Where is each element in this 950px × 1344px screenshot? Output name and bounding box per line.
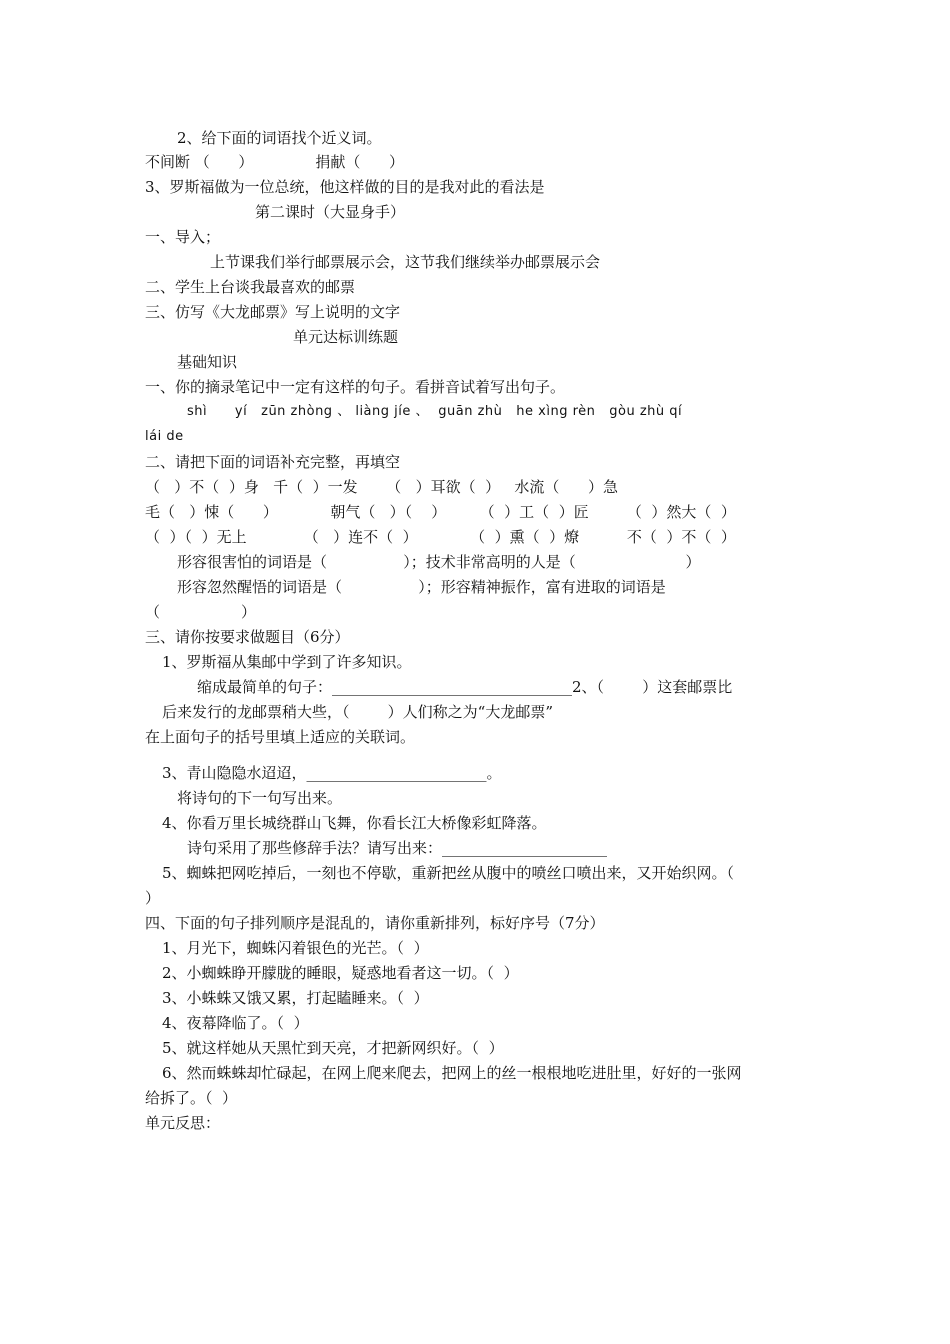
part3-item5-paren: ） [145, 889, 161, 907]
part3-heading: 三、请你按要求做题目（6分） [145, 628, 350, 646]
part3-item2-instruction: 在上面句子的括号里填上适应的关联词。 [145, 728, 416, 746]
idiom-row-3: （ ）（ ）无上 （ ）连不（ ） （ ）熏（ ）燎 不（ ）不（ ） [145, 528, 736, 546]
section-intro: 一、导入； [145, 228, 221, 246]
basic-knowledge: 基础知识 [177, 353, 238, 371]
lesson2-title: 第二课时（大显身手） [255, 203, 406, 221]
unit-reflection: 单元反思： [145, 1114, 221, 1132]
idiom-row-2: 毛（ ）悚（ ） 朝气（ ）（ ） （ ）工（ ）匠 （ ）然大（ ） [145, 503, 736, 521]
part4-item3: 3、小蛛蛛又饿又累，打起瞌睡来。（ ） [162, 989, 429, 1007]
q2-synonym-blanks: 不间断 （ ） 捐献（ ） [145, 153, 404, 171]
section-students: 二、学生上台谈我最喜欢的邮票 [145, 278, 356, 296]
part4-item6: 6、然而蛛蛛却忙碌起，在网上爬来爬去，把网上的丝一根根地吃进肚里，好好的一张网 [162, 1064, 742, 1082]
part3-item4: 4、你看万里长城绕群山飞舞，你看长江大桥像彩虹降落。 [162, 814, 547, 832]
unit-test-title: 单元达标训练题 [293, 328, 399, 346]
part4-item1: 1、月光下，蜘蛛闪着银色的光芒。（ ） [162, 939, 429, 957]
q3-roosevelt: 3、罗斯福做为一位总统，他这样做的目的是我对此的看法是 [145, 178, 545, 196]
part1-heading: 一、你的摘录笔记中一定有这样的句子。看拼音试着写出句子。 [145, 378, 566, 396]
intro-text: 上节课我们举行邮票展示会，这节我们继续举办邮票展示会 [210, 253, 601, 271]
pinyin-line-1: shì yí zūn zhòng 、 liàng jíe 、 guān zhù he xìng rèn gòu zhù qí [187, 404, 683, 419]
pinyin-line-2: lái de [145, 429, 184, 444]
part3-item5: 5、蜘蛛把网吃掉后，一刻也不停歇，重新把丝从腹中的喷丝口喷出来，又开始织网。（ [162, 864, 735, 882]
fill-spirit-blank: （ ） [145, 603, 257, 621]
part4-item4: 4、夜幕降临了。（ ） [162, 1014, 309, 1032]
part4-item2: 2、小蜘蛛睁开朦胧的睡眼，疑惑地看者这一切。（ ） [162, 964, 519, 982]
part4-item5: 5、就这样她从天黑忙到天亮，才把新网织好。（ ） [162, 1039, 504, 1057]
part2-heading: 二、请把下面的词语补充完整，再填空 [145, 453, 401, 471]
part3-item1-shorten: 缩成最简单的句子：________________________________2、（ ）这套邮票比 [197, 678, 733, 696]
part4-heading: 四、下面的句子排列顺序是混乱的，请你重新排列，标好序号（7分） [145, 914, 605, 932]
part3-item3: 3、青山隐隐水迢迢，________________________。 [162, 764, 502, 782]
fill-realize-spirit: 形容忽然醒悟的词语是（ ）；形容精神振作，富有进取的词语是 [177, 578, 666, 596]
part4-item6-cont: 给拆了。（ ） [145, 1089, 238, 1107]
part3-item2-cont: 后来发行的龙邮票稍大些，（ ）人们称之为“大龙邮票” [162, 703, 553, 721]
part3-item4-question: 诗句采用了那些修辞手法？请写出来：______________________ [187, 839, 608, 857]
idiom-row-1: （ ）不（ ）身 千（ ）一发 （ ）耳欲（ ） 水流（ ）急 [145, 478, 619, 496]
part3-item3-instruction: 将诗句的下一句写出来。 [177, 789, 343, 807]
part3-item1: 1、罗斯福从集邮中学到了许多知识。 [162, 653, 412, 671]
fill-afraid-skill: 形容很害怕的词语是（ ）；技术非常高明的人是（ ） [177, 553, 701, 571]
section-imitate: 三、仿写《大龙邮票》写上说明的文字 [145, 303, 401, 321]
q2-synonym-heading: 2、给下面的词语找个近义词。 [177, 129, 382, 147]
